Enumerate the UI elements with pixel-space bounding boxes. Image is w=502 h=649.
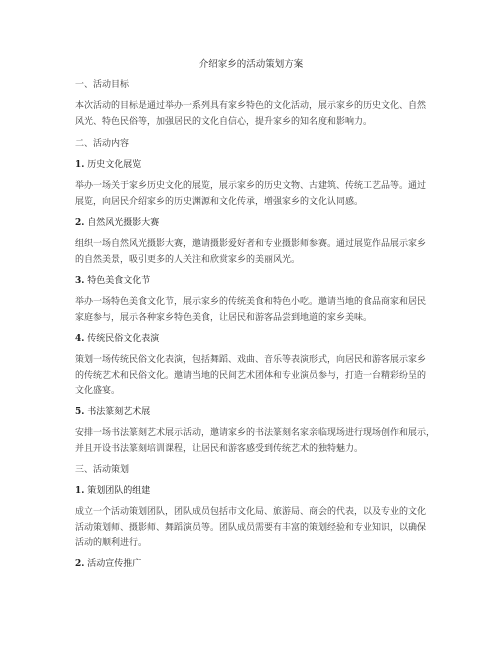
paragraph-food-festival — [75, 295, 435, 326]
paragraph-line: 的传统艺术和民俗文化。邀请当地的民间艺术团体和专业演员参与，打造一台精彩纷呈的 — [75, 370, 427, 381]
subheading-number: 1. — [75, 486, 85, 496]
paragraph-line: 举办一场关于家乡历史文化的展览，展示家乡的历史文物、古建筑、传统工艺品等。通过 — [75, 181, 427, 191]
subheading-team-building — [75, 484, 435, 500]
paragraph-history-exhibition — [75, 179, 435, 210]
paragraph-line: 本次活动的目标是通过举办一系列具有家乡特色的文化活动，展示家乡的历史文化、自然 — [75, 101, 427, 111]
paragraph-line: 组织一场自然风光摄影大赛，邀请摄影爱好者和专业摄影师参赛。通过展览作品展示家乡 — [75, 239, 427, 249]
subheading-title: 策划团队的组建 — [87, 486, 151, 496]
subheading-title: 特色美食文化节 — [87, 276, 151, 286]
subheading-food-festival — [75, 274, 435, 290]
subheading-number: 4. — [75, 334, 85, 344]
subheading-title: 历史文化展览 — [87, 160, 142, 170]
subheading-title: 自然风光摄影大赛 — [87, 218, 160, 228]
subheading-number: 5. — [75, 407, 85, 417]
paragraph-line: 展览，向居民介绍家乡的历史渊源和文化传承，增强家乡的文化认同感。 — [75, 196, 364, 207]
paragraph-line: 成立一个活动策划团队，团队成员包括市文化局、旅游局、商会的代表，以及专业的文化 — [75, 507, 427, 517]
paragraph-line: 家庭参与，展示各种家乡特色美食，让居民和游客品尝到地道的家乡美味。 — [75, 312, 373, 323]
subheading-title: 书法篆刻艺术展 — [87, 407, 151, 417]
section-heading-goals: 一、活动目标 — [75, 80, 130, 90]
paragraph-team-building — [75, 505, 435, 552]
document-title: 介绍家乡的活动策划方案 — [198, 59, 304, 70]
paragraph-line: 风光、特色民俗等，加强居民的文化自信心，提升家乡的知名度和影响力。 — [75, 116, 373, 127]
section-heading-content: 二、活动内容 — [75, 139, 130, 149]
subheading-number: 2. — [75, 218, 85, 228]
subheading-number: 3. — [75, 276, 85, 286]
paragraph-line: 的自然美景，吸引更多的人关注和欣赏家乡的美丽风光。 — [75, 254, 301, 265]
paragraph-line: 策划一场传统民俗文化表演，包括舞蹈、戏曲、音乐等表演形式，向居民和游客展示家乡 — [75, 355, 427, 365]
paragraph-line: 文化盛宴。 — [75, 386, 121, 396]
paragraph-line: 并且开设书法篆刻培训课程，让居民和游客感受到传统艺术的独特魅力。 — [75, 443, 364, 454]
subheading-calligraphy-exhibition — [75, 405, 435, 421]
section-heading-planning: 三、活动策划 — [75, 465, 130, 475]
subheading-number: 1. — [75, 160, 85, 170]
paragraph-line: 活动策划师、摄影师、舞蹈演员等。团队成员需要有丰富的策划经验和专业知识，以确保 — [75, 522, 427, 533]
subheading-folk-performance — [75, 332, 435, 348]
paragraph-goals — [75, 99, 435, 130]
paragraph-line: 安排一场书法篆刻艺术展示活动，邀请家乡的书法篆刻名家亲临现场进行现场创作和展示， — [75, 428, 436, 438]
subheading-title: 活动宣传推广 — [87, 559, 142, 569]
paragraph-calligraphy-exhibition — [75, 426, 435, 457]
subheading-number: 2. — [75, 559, 85, 569]
subheading-title: 传统民俗文化表演 — [87, 334, 160, 344]
paragraph-line: 活动的顺利进行。 — [75, 538, 148, 548]
paragraph-folk-performance — [75, 353, 435, 400]
subheading-promotion — [75, 557, 435, 573]
subheading-photo-contest — [75, 216, 435, 232]
paragraph-line: 举办一场特色美食文化节，展示家乡的传统美食和特色小吃。邀请当地的食品商家和居民 — [75, 297, 427, 307]
paragraph-photo-contest — [75, 237, 435, 268]
subheading-history-exhibition — [75, 158, 435, 174]
